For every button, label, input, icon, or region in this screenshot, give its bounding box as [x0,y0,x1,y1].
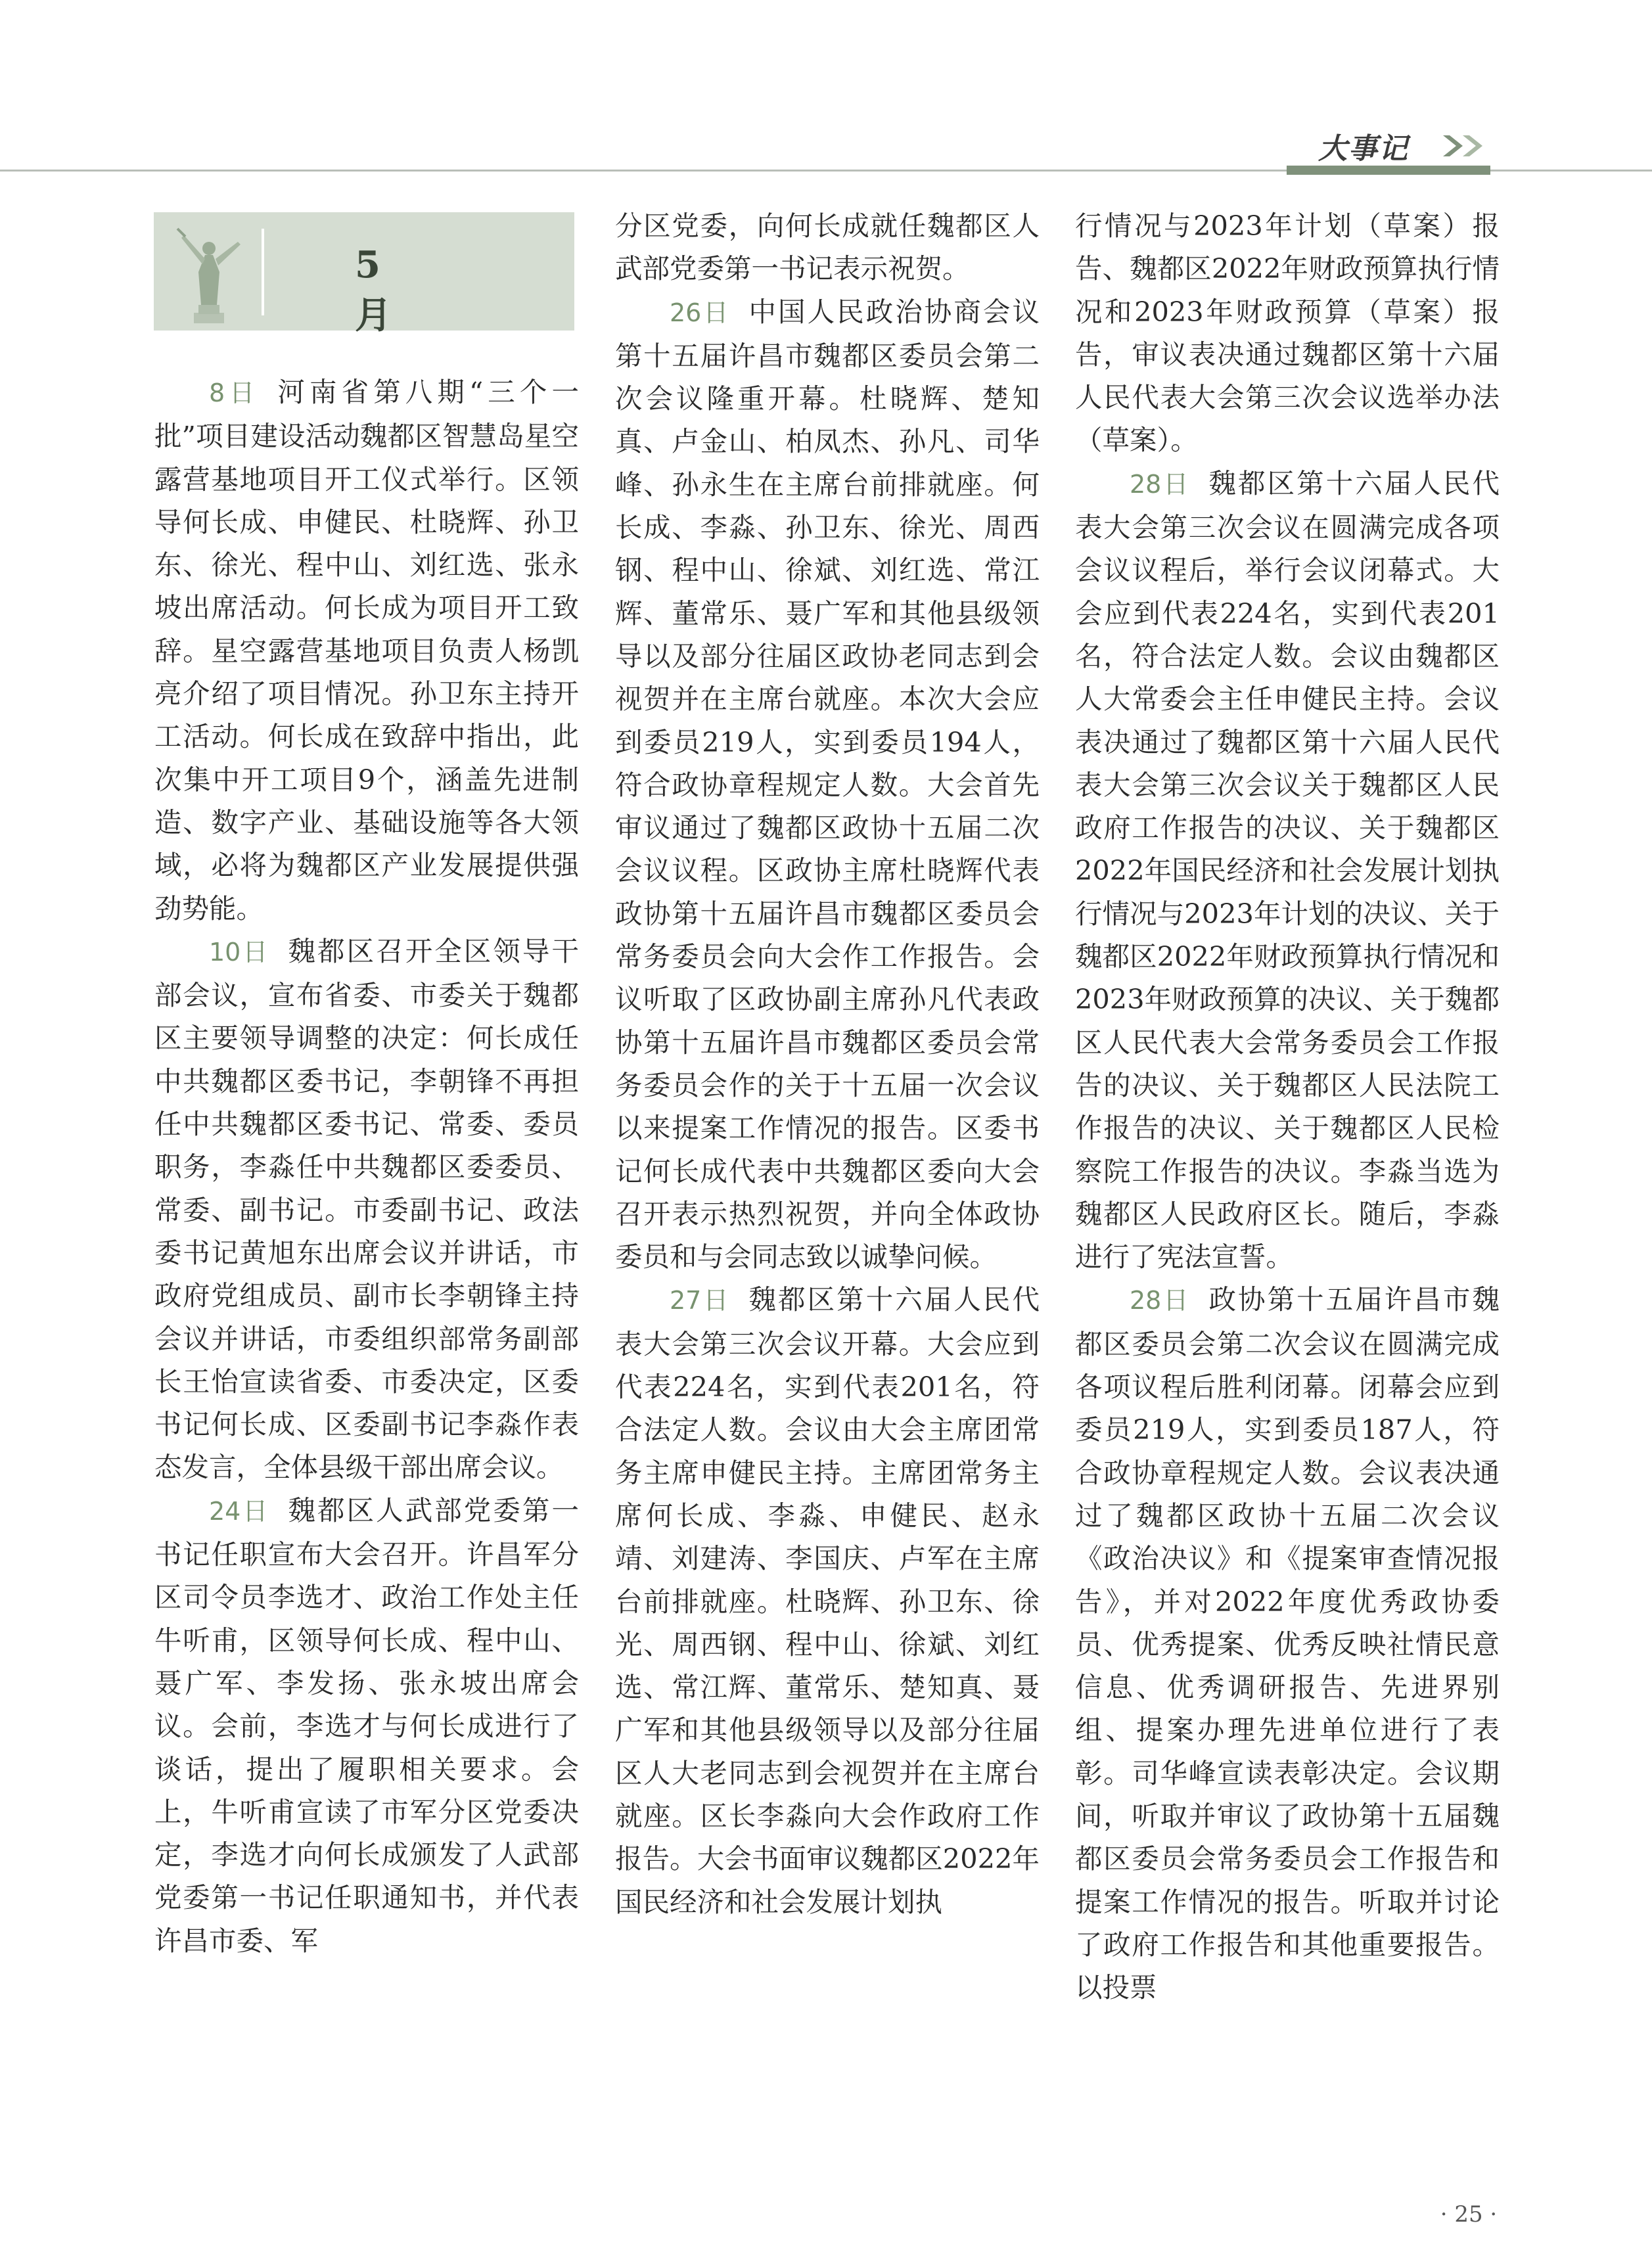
section-title: 大事记 [1318,132,1409,166]
entry-day: 26日 [670,298,731,327]
entry-paragraph [154,930,579,1489]
entry-text: 政协第十五届许昌市魏都区委员会第二次会议在圆满完成各项议程后胜利闭幕。闭幕会应到委员219人，实到委员187人，符合政协章程规定人数。会议表决通过了魏都区政协十五届二次会议《政治决议》和《提案审查情况报告》，并对2022年度优秀政协委员、优秀提案、优秀反映社情民意信息、优秀调研报告、先进界别组、提案办理先进单位进行了表彰。司华峰宣读表彰决定。会议期间，听取并审议了政协第十五届魏都区委员会常务委员会工作报告和提案工作情况的报告。听取并讨论了政府工作报告和其他重要报告。以投票 [1075,1283,1500,2004]
entry-paragraph [615,1278,1040,1923]
month-label: 5 月 [355,243,417,337]
entry-paragraph [154,371,579,930]
statue-illustration-icon [158,216,256,329]
entry-day: 28日 [1130,1286,1191,1315]
entry-paragraph [615,290,1040,1279]
entry-paragraph [154,1489,579,1962]
month-banner-divider [262,229,264,315]
header-accent-bar [1287,166,1490,175]
entry-text: 行情况与2023年计划（草案）报告、魏都区2022年财政预算执行情况和2023年财政预算（草案）报告，审议表决通过魏都区第十六届人民代表大会第三次会议选举办法（草案）。 [1075,210,1500,457]
double-chevron-icon [1439,131,1498,160]
text-column-2 [615,204,1040,1923]
entry-paragraph [1075,462,1500,1279]
entry-text: 中国人民政治协商会议第十五届许昌市魏都区委员会第二次会议隆重开幕。杜晓辉、楚知真、卢金山、柏凤杰、孙凡、司华峰、孙永生在主席台前排就座。何长成、李淼、孙卫东、徐光、周西钢、程中山、徐斌、刘红选、常江辉、董常乐、聂广军和其他县级领导以及部分往届区政协老同志到会视贺并在主席台就座。本次大会应到委员219人，实到委员194人，符合政协章程规定人数。大会首先审议通过了魏都区政协十五届二次会议议程。区政协主席杜晓辉代表政协第十五届许昌市魏都区委员会常务委员会向大会作工作报告。会议听取了区政协副主席孙凡代表政协第十五届许昌市魏都区委员会常务委员会作的关于十五届一次会议以来提案工作情况的报告。区委书记何长成代表中共魏都区委向大会召开表示热烈祝贺，并向全体政协委员和与会同志致以诚挚问候。 [615,295,1040,1273]
entry-day: 28日 [1130,469,1191,499]
entry-text: 分区党委，向何长成就任魏都区人武部党委第一书记表示祝贺。 [615,210,1040,285]
entry-paragraph [1075,1278,1500,2009]
entry-day: 10日 [209,937,270,967]
entry-continuation [1075,204,1500,462]
entry-continuation [615,204,1040,290]
text-column-3 [1075,204,1500,2009]
page-number: · 25 · [1440,2201,1498,2228]
entry-day: 27日 [670,1286,731,1315]
entry-text: 魏都区召开全区领导干部会议，宣布省委、市委关于魏都区主要领导调整的决定：何长成任中共魏都区委书记，李朝锋不再担任中共魏都区委书记、常委、委员职务，李淼任中共魏都区委委员、常委、副书记。市委副书记、政法委书记黄旭东出席会议并讲话，市政府党组成员、副市长李朝锋主持会议并讲话，市委组织部常务副部长王怡宣读省委、市委决定，区委书记何长成、区委副书记李淼作表态发言，全体县级干部出席会议。 [154,934,579,1484]
entry-text: 魏都区人武部党委第一书记任职宣布大会召开。许昌军分区司令员李选才、政治工作处主任牛听甫，区领导何长成、程中山、聂广军、李发扬、张永坡出席会议。会前，李选才与何长成进行了谈话，提出了履职相关要求。会上，牛听甫宣读了市军分区党委决定，李选才向何长成颁发了人武部党委第一书记任职通知书，并代表许昌市委、军 [154,1494,579,1957]
entry-day: 8日 [209,378,260,407]
entry-text: 魏都区第十六届人民代表大会第三次会议在圆满完成各项会议议程后，举行会议闭幕式。大会应到代表224名，实到代表201名，符合法定人数。会议由魏都区人大常委会主任申健民主持。会议表决通过了魏都区第十六届人民代表大会第三次会议关于魏都区人民政府工作报告的决议、关于魏都区2022年国民经济和社会发展计划执行情况与2023年计划的决议、关于魏都区2022年财政预算执行情况和2023年财政预算的决议、关于魏都区人民代表大会常务委员会工作报告的决议、关于魏都区人民法院工作报告的决议、关于魏都区人民检察院工作报告的决议。李淼当选为魏都区人民政府区长。随后，李淼进行了宪法宣誓。 [1075,467,1500,1273]
entry-day: 24日 [209,1496,270,1526]
entry-text: 魏都区第十六届人民代表大会第三次会议开幕。大会应到代表224名，实到代表201名，符合法定人数。会议由大会主席团常务主席申健民主持。主席团常务主席何长成、李淼、申健民、赵永靖、刘建涛、李国庆、卢军在主席台前排就座。杜晓辉、孙卫东、徐光、周西钢、程中山、徐斌、刘红选、常江辉、董常乐、楚知真、聂广军和其他县级领导以及部分往届区人大老同志到会视贺并在主席台就座。区长李淼向大会作政府工作报告。大会书面审议魏都区2022年国民经济和社会发展计划执 [615,1283,1040,1918]
text-column-1 [154,371,579,1962]
entry-text: 河南省第八期“三个一批”项目建设活动魏都区智慧岛星空露营基地项目开工仪式举行。区领导何长成、申健民、杜晓辉、孙卫东、徐光、程中山、刘红选、张永坡出席活动。何长成为项目开工致辞。星空露营基地项目负责人杨凯亮介绍了项目情况。孙卫东主持开工活动。何长成在致辞中指出，此次集中开工项目9个，涵盖先进制造、数字产业、基础设施等各大领域，必将为魏都区产业发展提供强劲势能。 [154,376,580,925]
